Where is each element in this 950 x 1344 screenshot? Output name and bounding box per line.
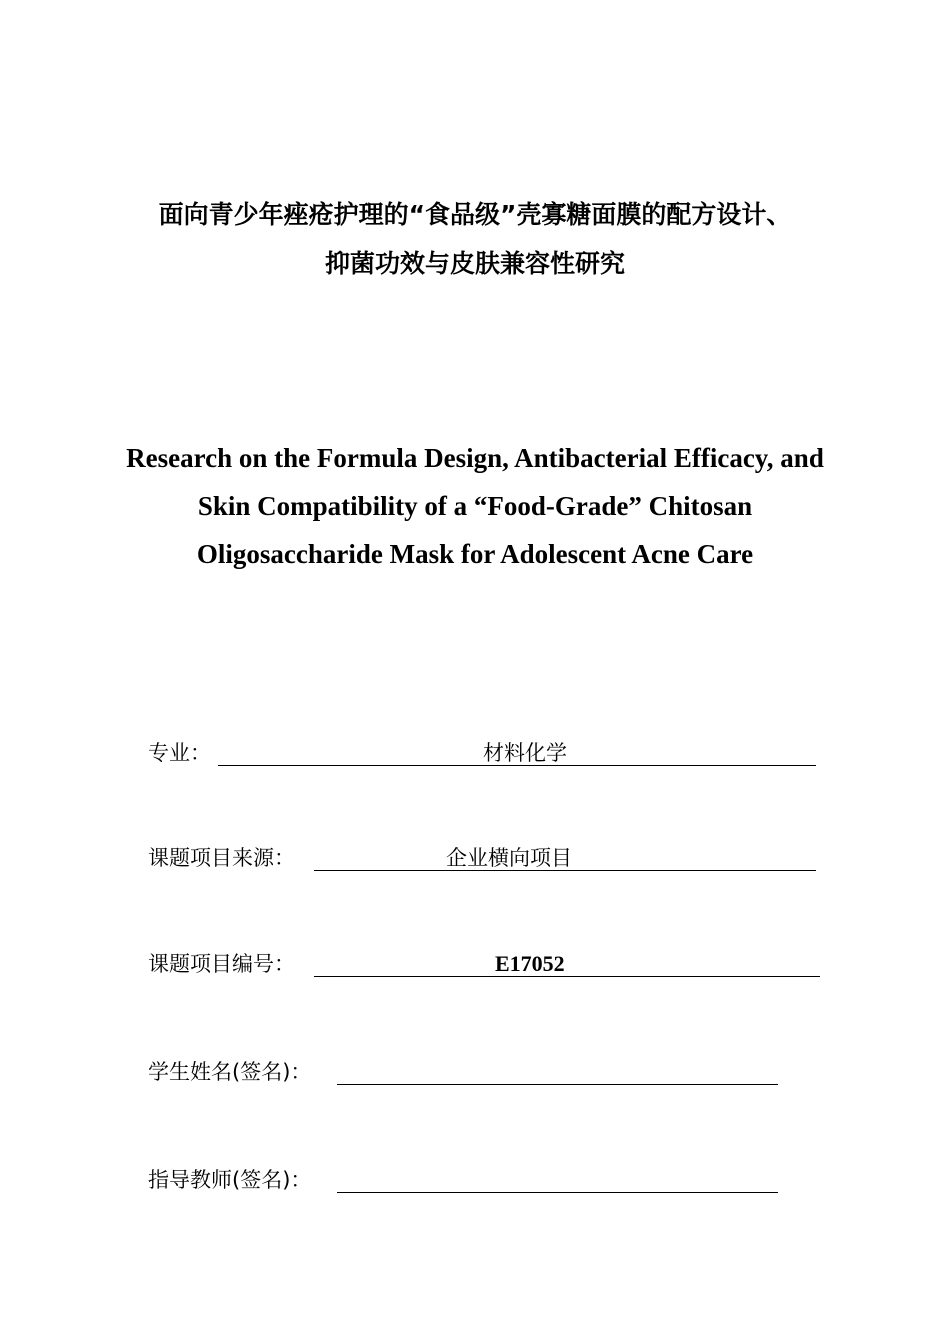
chinese-title-line-2: 抑菌功效与皮肤兼容性研究 xyxy=(324,249,625,278)
english-title-line-2: Skin Compatibility of a “Food-Grade” Chitosan xyxy=(197,491,753,521)
english-title-line-3: Oligosaccharide Mask for Adolescent Acne Care xyxy=(196,539,754,569)
english-title-line-1: Research on the Formula Design, Antibacterial Efficacy, and xyxy=(126,443,824,473)
field-project-number-value: E17052 xyxy=(495,951,565,976)
chinese-title-line-1: 面向青少年痤疮护理的“食品级”壳寡糖面膜的配方设计、 xyxy=(158,200,792,229)
field-project-number-label: 课题项目编号： xyxy=(148,952,295,976)
field-major-value: 材料化学 xyxy=(483,741,567,765)
field-project-source-label: 课题项目来源： xyxy=(148,846,295,870)
field-project-source-value: 企业横向项目 xyxy=(446,846,572,870)
field-advisor-label: 指导教师(签名)： xyxy=(148,1168,312,1192)
field-major-label: 专业： xyxy=(148,741,211,765)
field-student-name-line[interactable] xyxy=(337,1055,778,1085)
field-student-name-label: 学生姓名(签名)： xyxy=(148,1060,312,1084)
field-project-number-line[interactable] xyxy=(314,947,820,977)
field-advisor-line[interactable] xyxy=(337,1163,778,1193)
